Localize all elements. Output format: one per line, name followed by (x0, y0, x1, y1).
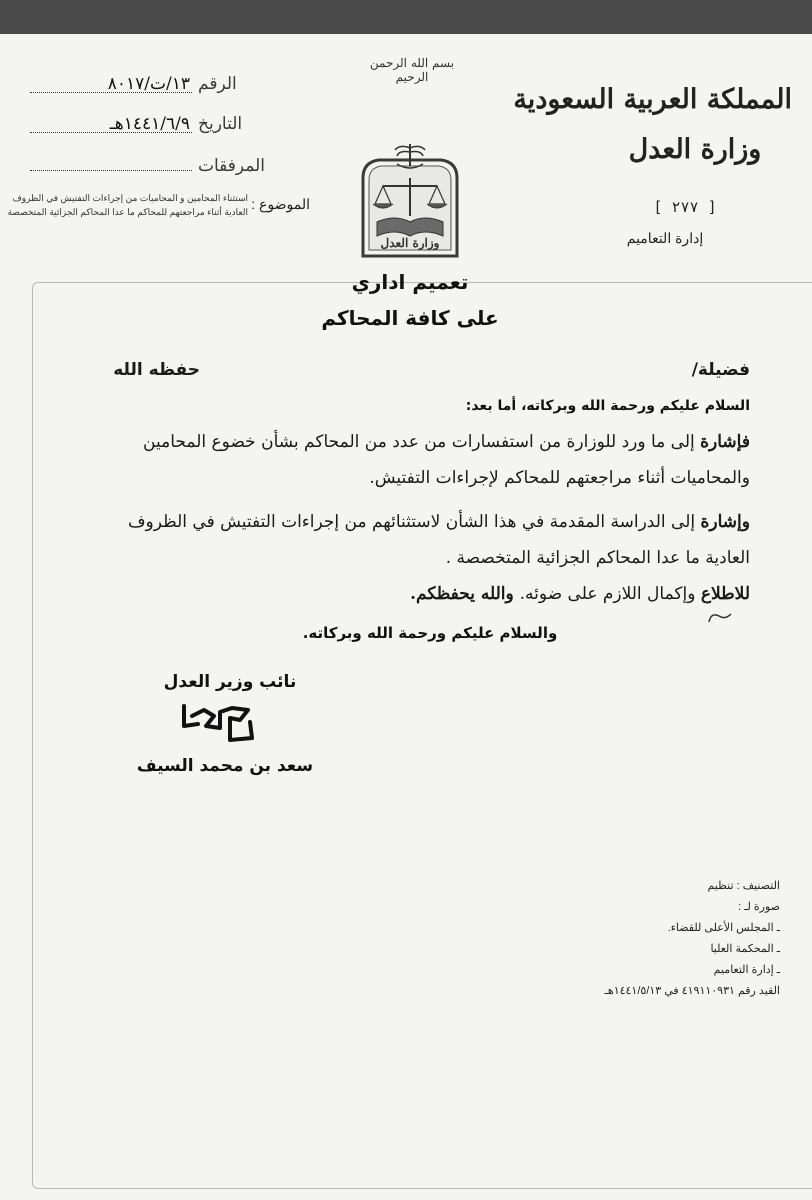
para2-line1: إلى الدراسة المقدمة في هذا الشأن لاستثنائهم من إجراءات التفتيش في الظروف (127, 512, 701, 532)
meta-number (30, 74, 237, 94)
document-page (0, 34, 812, 1200)
para1-line2: والمحاميات أثناء مراجعتهم للمحاكم لإجراءات التفتيش. (369, 468, 750, 488)
circular-number: [ ٢٧٧ ] (653, 198, 717, 216)
pen-mark (705, 608, 735, 628)
paragraph-2 (60, 504, 750, 576)
salutation-suffix: حفظه الله (113, 360, 200, 380)
date-label: التاريخ (198, 114, 243, 134)
body-frame (32, 282, 812, 1189)
paragraph-3 (300, 576, 750, 612)
kingdom-name: المملكة العربية السعودية (513, 84, 792, 115)
subject-label: الموضوع : (251, 196, 310, 212)
basmala: بسم الله الرحمن الرحيم (369, 56, 455, 84)
number-label: الرقم (198, 74, 237, 94)
ministry-emblem (355, 144, 465, 264)
handwritten-signature (170, 698, 270, 750)
recipient-2: ـ المحكمة العليا (710, 943, 780, 955)
greeting: السلام عليكم ورحمة الله وبركاته، أما بعد: (465, 398, 750, 414)
closing: والسلام عليكم ورحمة الله وبركاته. (302, 624, 558, 642)
meta-attachments (30, 152, 265, 176)
para3-end: والله يحفظكم. (410, 584, 520, 604)
signatory-name: سعد بن محمد السيف (136, 756, 314, 776)
subject-line-1: استثناء المحامين و المحاميات من إجراءات التفتيش في الظروف (12, 193, 248, 203)
salutation: فضيلة/ (691, 360, 750, 380)
para3-lead: للاطلاع (700, 584, 750, 604)
record-number: القيد رقم ٤١٩١١٠٩٣١ في ١٤٤١/٥/١٣هـ (604, 985, 780, 997)
paragraph-1 (60, 424, 750, 496)
para2-line2: العادية ما عدا المحاكم الجزائية المتخصصة . (445, 548, 750, 568)
para1-lead: فإشارة (700, 432, 750, 452)
para3-mid: وإكمال اللازم على ضوئه. (519, 584, 701, 604)
para2-lead: وإشارة (700, 512, 750, 532)
date-value: ١٤٤١/٦/٩هـ (30, 114, 192, 133)
department-name: إدارة التعاميم (626, 230, 704, 246)
classification: التصنيف : تنظيم (707, 880, 780, 892)
copy-to: صورة لـ : (738, 901, 780, 913)
para1-line1: إلى ما ورد للوزارة من استفسارات من عدد من المحاكم بشأن خضوع المحامين (143, 432, 701, 452)
meta-date (30, 114, 242, 134)
circular-audience: على كافة المحاكم (321, 306, 499, 330)
emblem-label: وزارة العدل (380, 236, 440, 250)
attachments-value (30, 152, 192, 171)
footer-block (480, 876, 780, 1002)
recipient-3: ـ إدارة التعاميم (713, 964, 780, 976)
number-value: ١٣/ت/٨٠١٧ (30, 74, 192, 93)
circular-title: تعميم اداري (351, 270, 469, 294)
ministry-name: وزارة العدل (628, 134, 762, 165)
recipient-1: ـ المجلس الأعلى للقضاء. (667, 922, 780, 934)
signatory-title: نائب وزير العدل (163, 672, 297, 692)
subject-line-2: العادية أثناء مراجعتهم للمحاكم ما عدا المحاكم الجزائية المتخصصة (7, 207, 248, 217)
attachments-label: المرفقات (198, 156, 266, 176)
